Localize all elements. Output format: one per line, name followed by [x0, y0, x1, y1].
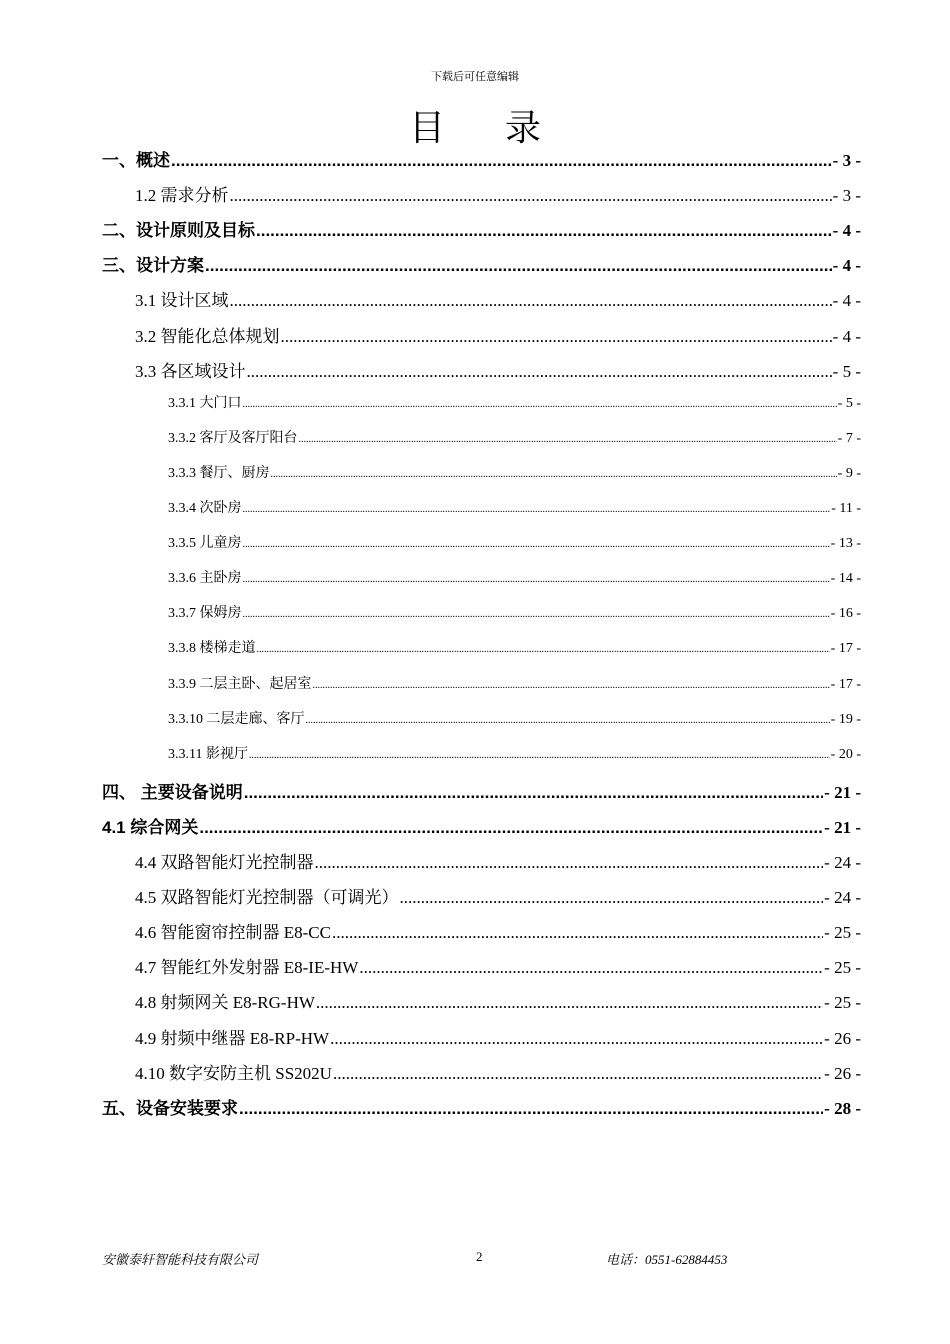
- toc-entry[interactable]: [168, 708, 861, 728]
- toc-entry-label: 4.6 智能窗帘控制器 E8-CC: [135, 923, 331, 943]
- toc-entry-page: - 16 -: [830, 606, 861, 622]
- toc-entry[interactable]: [102, 216, 861, 241]
- toc-entry-label: 3.3.8 楼梯走道: [168, 641, 256, 657]
- toc-entry-label: 四、 主要设备说明: [102, 782, 243, 802]
- toc-entry-page: - 9 -: [837, 465, 861, 481]
- toc-dot-leader: [315, 853, 824, 873]
- toc-entry[interactable]: [135, 357, 861, 382]
- toc-dot-leader: [299, 431, 837, 447]
- toc-dot-leader: [244, 783, 823, 803]
- toc-dot-leader: [316, 993, 823, 1013]
- toc-entry-label: 4.5 双路智能灯光控制器（可调光）: [135, 888, 399, 908]
- toc-entry-label: 五、设备安装要求: [102, 1098, 238, 1118]
- toc-entry[interactable]: [168, 392, 861, 412]
- toc-entry-label: 3.3.3 餐厅、厨房: [168, 465, 270, 481]
- toc-entry[interactable]: [168, 427, 861, 447]
- toc-entry-label: 4.10 数字安防主机 SS202U: [135, 1063, 332, 1083]
- toc-entry-page: - 7 -: [837, 430, 861, 446]
- toc-entry-page: - 4 -: [832, 221, 861, 241]
- toc-entry-page: - 4 -: [832, 291, 861, 311]
- toc-entry-label: 3.3.5 儿童房: [168, 536, 242, 552]
- toc-dot-leader: [243, 501, 831, 517]
- toc-entry-label: 3.3.9 二层主卧、起居室: [168, 676, 312, 692]
- toc-entry[interactable]: [102, 146, 861, 171]
- toc-entry[interactable]: [168, 673, 861, 693]
- toc-entry-page: - 25 -: [824, 958, 861, 978]
- toc-entry-page: - 17 -: [830, 641, 861, 657]
- toc-entry[interactable]: [168, 532, 861, 552]
- toc-entry-page: - 21 -: [824, 782, 861, 802]
- toc-entry-page: - 26 -: [824, 1063, 861, 1083]
- toc-entry-page: - 19 -: [830, 711, 861, 727]
- toc-entry-page: - 25 -: [824, 923, 861, 943]
- toc-entry[interactable]: [135, 953, 861, 978]
- toc-dot-leader: [249, 747, 830, 763]
- toc-entry-label: 4.7 智能红外发射器 E8-IE-HW: [135, 958, 359, 978]
- toc-dot-leader: [230, 291, 832, 311]
- toc-entry-label: 4.1 综合网关: [102, 817, 199, 837]
- toc-entry-label: 3.2 智能化总体规划: [135, 326, 280, 346]
- toc-entry[interactable]: [168, 567, 861, 587]
- toc-entry[interactable]: [168, 497, 861, 517]
- toc-entry-label: 3.3.11 影视厅: [168, 746, 248, 762]
- toc-dot-leader: [333, 1064, 823, 1084]
- toc-dot-leader: [171, 151, 832, 171]
- toc-entry-page: - 5 -: [837, 395, 861, 411]
- toc-entry-page: - 13 -: [830, 536, 861, 552]
- toc-dot-leader: [359, 958, 823, 978]
- toc-entry[interactable]: [102, 251, 861, 276]
- toc-dot-leader: [330, 1029, 823, 1049]
- toc-dot-leader: [281, 327, 832, 347]
- toc-entry-label: 4.4 双路智能灯光控制器: [135, 853, 314, 872]
- toc-entry-page: - 11 -: [831, 501, 861, 516]
- toc-entry-label: 三、设计方案: [102, 256, 204, 276]
- toc-dot-leader: [247, 362, 832, 382]
- toc-dot-leader: [199, 818, 823, 838]
- toc-dot-leader: [243, 571, 830, 587]
- toc-entry-page: - 25 -: [824, 993, 861, 1013]
- toc-entry-page: - 24 -: [824, 853, 861, 872]
- toc-entry[interactable]: [102, 1094, 861, 1119]
- footer-company: 安徽泰轩智能科技有限公司: [102, 1252, 259, 1267]
- toc-entry-label: 3.3.1 大门口: [168, 395, 242, 411]
- toc-entry[interactable]: [135, 848, 861, 873]
- toc-dot-leader: [332, 923, 823, 943]
- toc-entry[interactable]: [135, 286, 861, 311]
- toc-entry[interactable]: [168, 602, 861, 622]
- toc-entry[interactable]: [135, 1059, 861, 1084]
- toc-dot-leader: [400, 888, 824, 908]
- toc-entry-label: 4.8 射频网关 E8-RG-HW: [135, 993, 315, 1013]
- toc-entry-label: 3.3 各区域设计: [135, 361, 246, 381]
- footer-phone: 电话：0551-62884453: [606, 1252, 728, 1267]
- toc-entry[interactable]: [135, 1024, 861, 1049]
- toc-entry[interactable]: [135, 918, 861, 943]
- toc-entry-page: - 26 -: [824, 1028, 861, 1048]
- toc-dot-leader: [271, 466, 837, 482]
- header-note: 下载后可任意编辑: [431, 71, 519, 83]
- toc-entry-label: 3.3.6 主卧房: [168, 571, 242, 587]
- toc-entry[interactable]: [135, 883, 861, 908]
- toc-dot-leader: [256, 221, 832, 241]
- toc-entry[interactable]: [102, 778, 861, 803]
- toc-dot-leader: [313, 677, 830, 693]
- toc-entry-page: - 21 -: [824, 817, 861, 837]
- toc-entry-page: - 14 -: [830, 571, 861, 587]
- toc-dot-leader: [243, 606, 830, 622]
- toc-entry-page: - 3 -: [832, 151, 861, 170]
- toc-dot-leader: [239, 1099, 823, 1119]
- toc-dot-leader: [306, 712, 830, 728]
- toc-entry-page: - 24 -: [824, 888, 861, 908]
- toc-entry-page: - 17 -: [830, 676, 861, 692]
- toc-entry[interactable]: [135, 181, 861, 206]
- toc-entry-label: 4.9 射频中继器 E8-RP-HW: [135, 1028, 330, 1048]
- toc-entry-label: 二、设计原则及目标: [102, 221, 255, 241]
- toc-dot-leader: [243, 536, 830, 552]
- toc-dot-leader: [243, 396, 837, 412]
- toc-entry-page: - 3 -: [832, 186, 861, 206]
- toc-entry[interactable]: [102, 813, 861, 838]
- toc-entry[interactable]: [135, 988, 861, 1013]
- toc-entry-label: 3.3.7 保姆房: [168, 606, 242, 622]
- toc-entry-page: - 4 -: [832, 326, 861, 346]
- toc-entry-label: 3.3.10 二层走廊、客厅: [168, 711, 305, 727]
- toc-dot-leader: [257, 641, 830, 657]
- toc-entry-page: - 28 -: [824, 1098, 861, 1118]
- toc-entry-label: 3.3.4 次卧房: [168, 501, 242, 516]
- toc-entry-label: 1.2 需求分析: [135, 186, 229, 206]
- toc-dot-leader: [205, 256, 832, 276]
- toc-entry-page: - 5 -: [832, 361, 861, 381]
- toc-entry-label: 一、概述: [102, 151, 170, 170]
- toc-dot-leader: [230, 186, 832, 206]
- toc-entry[interactable]: [168, 637, 861, 657]
- toc-entry[interactable]: [168, 462, 861, 482]
- toc-entry[interactable]: [135, 322, 861, 347]
- toc-entry-label: 3.3.2 客厅及客厅阳台: [168, 430, 298, 446]
- toc-entry-page: - 20 -: [830, 746, 861, 762]
- page-title: 目录: [408, 108, 601, 148]
- toc-entry-label: 3.1 设计区域: [135, 291, 229, 311]
- footer-page-number: 2: [476, 1249, 483, 1264]
- toc-entry-page: - 4 -: [832, 256, 861, 276]
- toc-entry[interactable]: [168, 743, 861, 763]
